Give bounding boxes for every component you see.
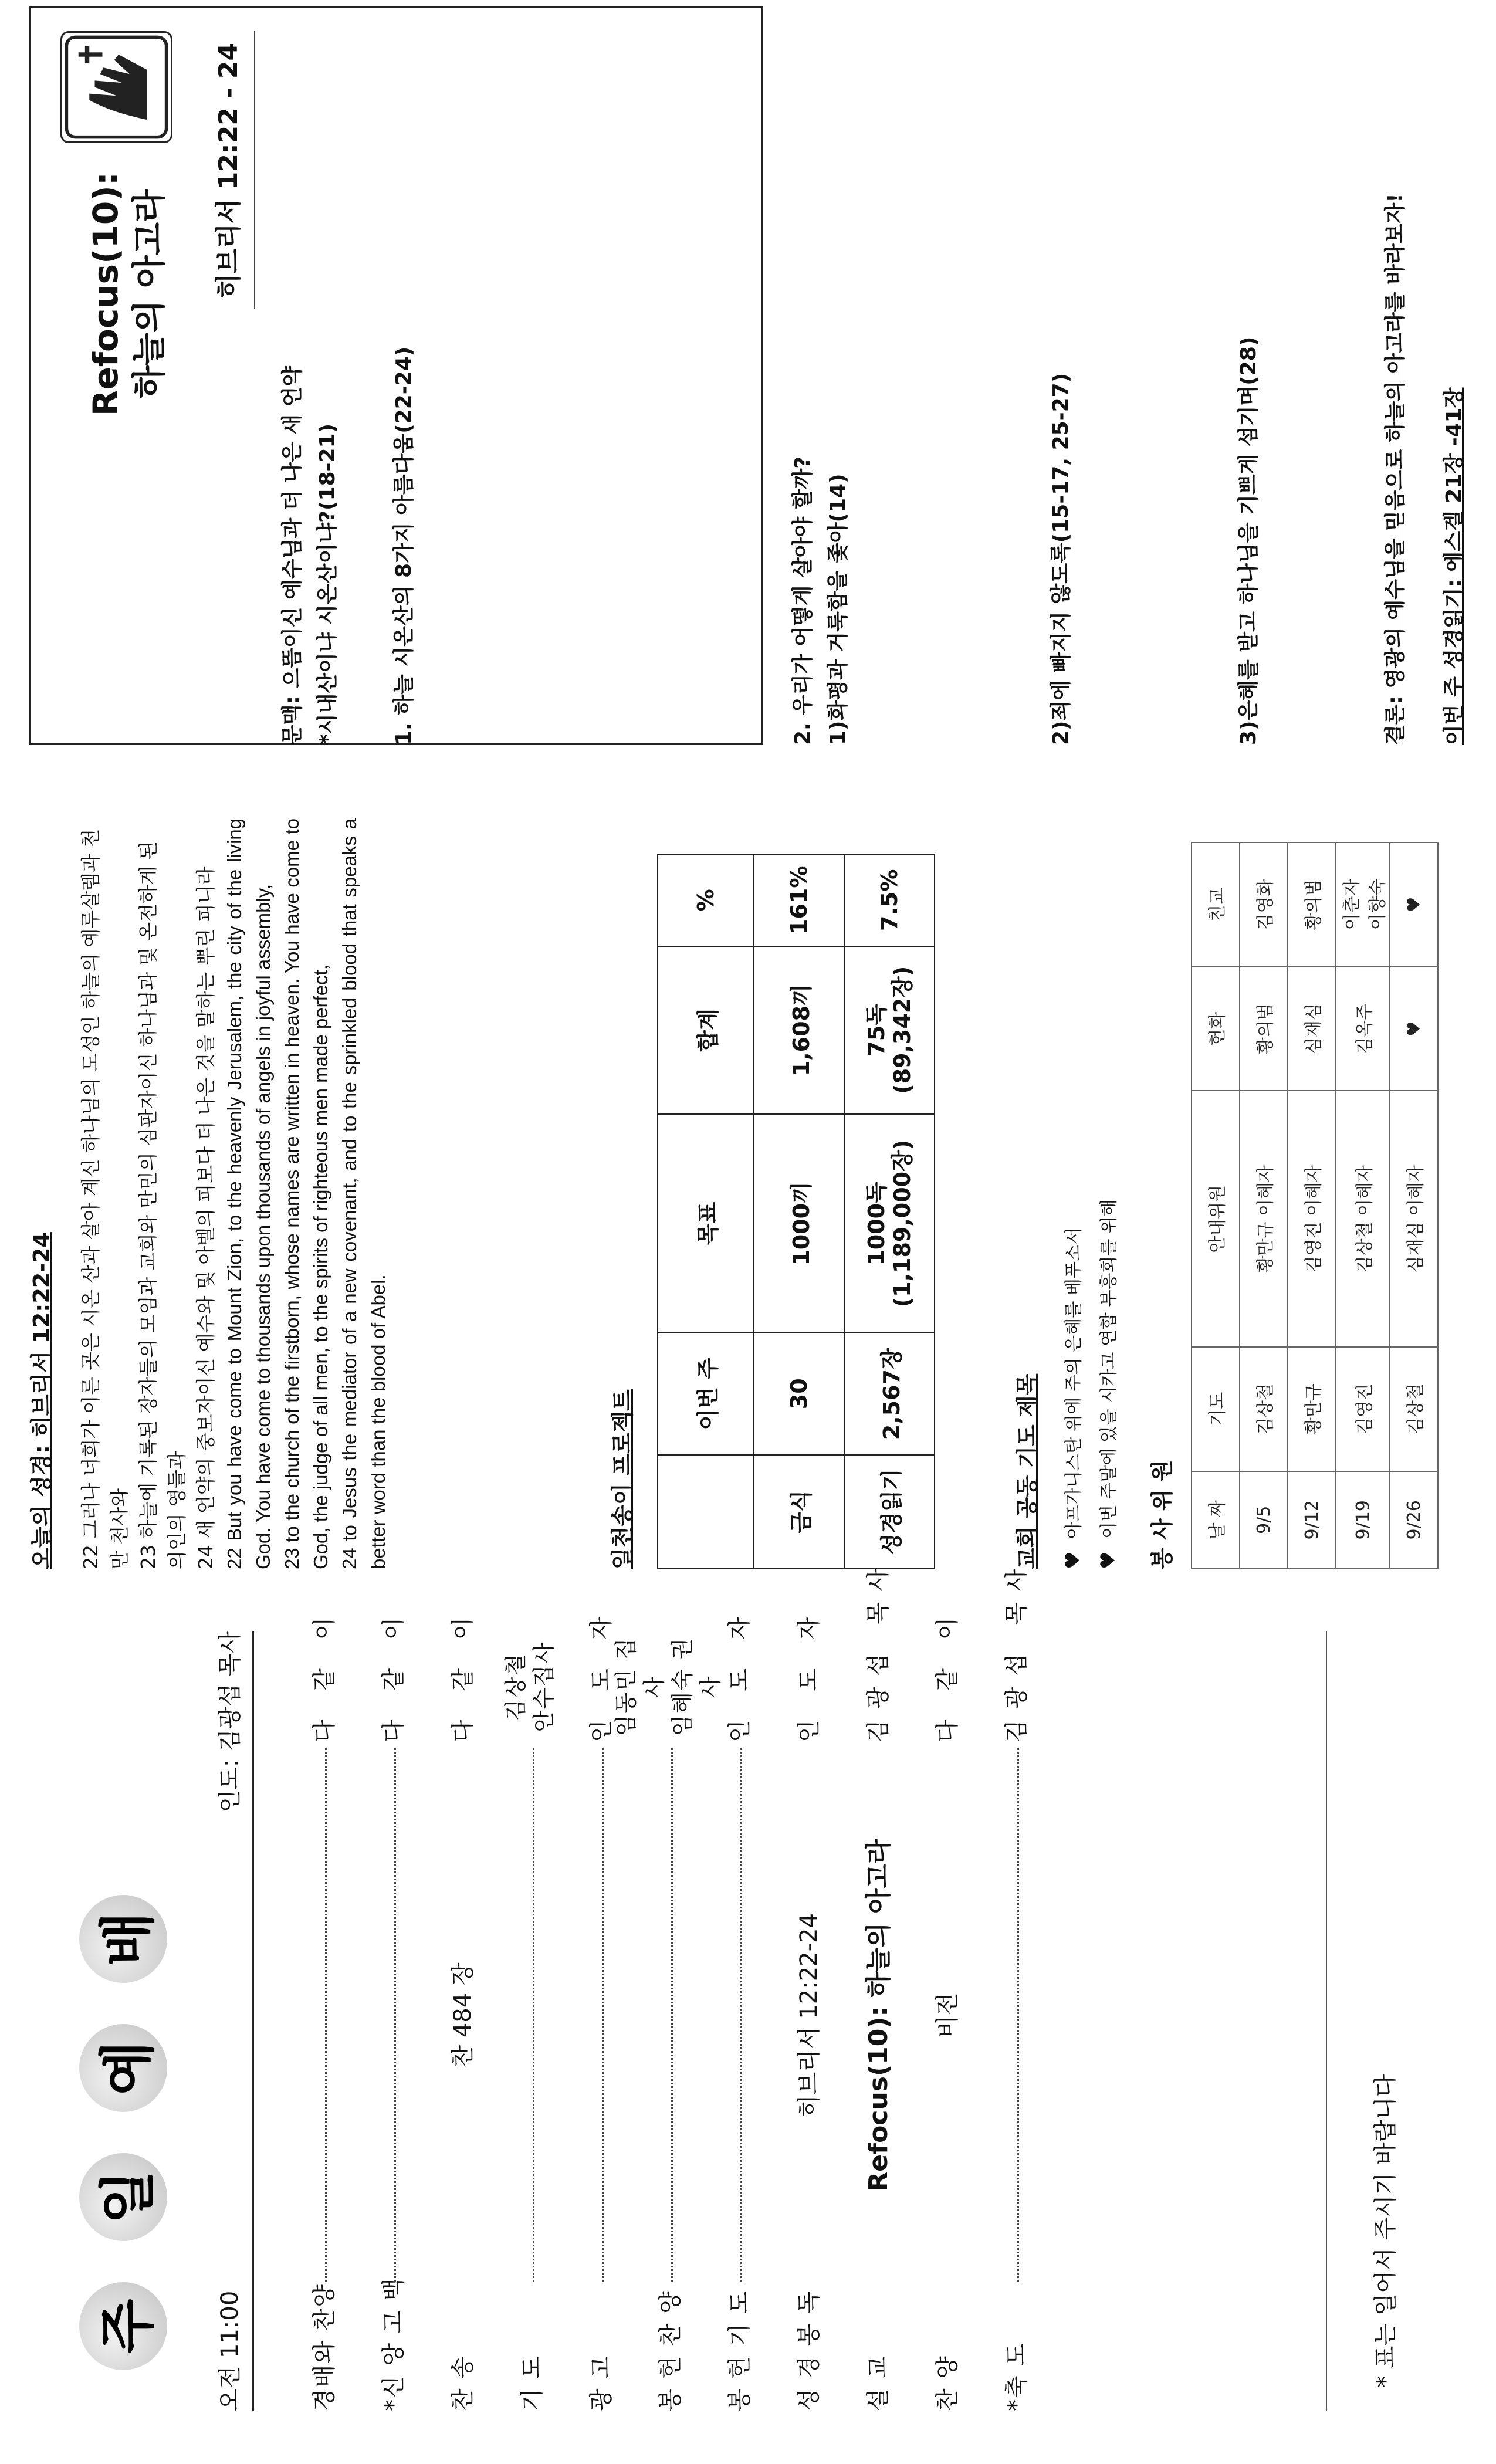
verse-en: 24 to Jesus the mediator of a new covenant, and to the sprinkled blood that speaks a better word than the blood of Abel. [339, 818, 389, 1569]
table-cell: 황의범 [1288, 842, 1336, 967]
service-title: 봉 사 위 원 [1149, 1460, 1175, 1569]
order-row [564, 1606, 634, 2411]
table-header: 이번 주 [658, 1333, 754, 1454]
note-line: *시내산이냐 시온산이냐?(18-21) [316, 423, 340, 745]
dotted-leader [740, 1748, 742, 2282]
order-person: 김광섭 목사 [864, 1558, 892, 1742]
order-person: 인 도 자 [726, 1606, 753, 1742]
note-line: 1)화평과 거룩함을 좇아(14) [826, 473, 850, 745]
project-title: 일천송이 프로젝트 [610, 1389, 635, 1569]
standing-note: * 표는 일어서 주시기 바랍니다 [1372, 2074, 1399, 2388]
order-row [911, 1606, 980, 2411]
dotted-leader [533, 1748, 534, 2282]
service-leader: 인도: 김광섭 목사 [216, 1631, 243, 1813]
order-of-worship [287, 1558, 1049, 2411]
note-line: 2)죄에 빠지지 않도록(15-17, 25-27) [1049, 373, 1073, 745]
order-row [772, 1606, 841, 2411]
verse-ko: 22 그러나 너희가 이른 곳은 시온 산과 살아 계신 하나님의 도성인 하늘의 예루살렘과 천만 천사와 [79, 828, 131, 1569]
sermon-title-line: 하늘의 아고라 [129, 189, 169, 399]
table-header: 합계 [658, 946, 754, 1114]
project-table [657, 854, 935, 1569]
dotted-leader [325, 1748, 327, 2282]
table-cell: 9/26 [1390, 1471, 1438, 1569]
prayer-item-text: 아프가니스탄 위에 주의 은혜를 베푸소서 [1064, 1227, 1084, 1539]
sermon-reference: 히브리서 12:22 - 24 [214, 43, 243, 299]
table-cell: 성경읽기 [844, 1455, 935, 1569]
order-row [613, 1631, 723, 2411]
table-cell: 김영화 [1240, 842, 1288, 967]
title-char: 일 [79, 2153, 167, 2241]
table-header: % [658, 854, 754, 946]
table-row [1240, 842, 1288, 1569]
table-cell: 심재심 [1288, 967, 1336, 1091]
divider [1326, 1631, 1327, 2411]
verse-en: 23 to the church of the firstborn, whose names are written in heaven. You have come to God, the judge of all men, to the spirits of righteous men made perfect, [281, 818, 331, 1569]
sermon-notes-column [0, 6, 1496, 745]
prayer-item-text: 이번 주말에 있을 시카고 연합 부흥회를 위해 [1099, 1199, 1119, 1539]
divider [252, 1631, 254, 2411]
order-person: 다 같 이 [449, 1606, 476, 1742]
table-cell: 75독 (89,342장) [844, 946, 935, 1114]
order-row [287, 1606, 357, 2411]
note-context: 문맥: 으뜸이신 예수님과 더 나은 새 언약 [280, 365, 304, 745]
table-header: 목표 [658, 1114, 754, 1333]
table-row [754, 854, 844, 1569]
table-cell: ♥ [1390, 967, 1438, 1091]
order-label: 설 교 [864, 2355, 892, 2411]
table-header-row [658, 854, 754, 1569]
order-item: 히브리서 12:22-24 [795, 1913, 823, 2117]
table-cell: 김상철 [1390, 1347, 1438, 1471]
order-label: 봉 헌 기 도 [726, 2290, 753, 2411]
table-cell: 9/19 [1336, 1471, 1390, 1569]
order-label: 광 고 [587, 2355, 615, 2411]
worship-order-column [0, 1558, 1496, 2423]
order-row [357, 1606, 426, 2411]
table-cell: 김상철 [1240, 1347, 1288, 1471]
table-cell: 황만규 이혜자 [1240, 1091, 1288, 1347]
sermon-title-line: Refocus(10): [86, 172, 126, 417]
table-cell: 김영진 [1336, 1347, 1390, 1471]
scripture-title: 오늘의 성경: 히브리서 12:22-24 [29, 1232, 55, 1569]
table-cell: 30 [754, 1333, 844, 1454]
title-char: 배 [79, 1895, 167, 1983]
table-header: 친교 [1192, 842, 1240, 967]
order-person: 인 도 자 [795, 1606, 823, 1742]
note-conclusion: 결론: 영광의 예수님을 믿음으로 하늘의 아고라를 바라보자! [1383, 193, 1407, 745]
dotted-leader [394, 1748, 396, 2282]
verse-ko: 23 하늘에 기록된 장자들의 모임과 교회와 만민의 심판자이신 하나님과 및 온전하게 된 의인의 영들과 [137, 841, 188, 1569]
note-point-1: 1. 하늘 시온산의 8가지 아름다움(22-24) [392, 346, 416, 745]
table-cell: 161% [754, 854, 844, 946]
order-label: 기 도 [518, 2355, 546, 2411]
table-cell: 7.5% [844, 854, 935, 946]
order-label: 찬 양 [933, 2355, 961, 2411]
praying-hands-logo-icon [60, 31, 172, 143]
heart-icon: ♥ [1061, 1551, 1085, 1569]
divider [254, 31, 255, 309]
service-table [1191, 842, 1439, 1569]
table-header-row [1192, 842, 1240, 1569]
table-cell: 김옥주 [1336, 967, 1390, 1091]
table-header: 기도 [1192, 1347, 1240, 1471]
title-char: 예 [79, 2024, 167, 2112]
order-row [495, 1631, 564, 2411]
table-row [844, 854, 935, 1569]
table-cell: 9/5 [1240, 1471, 1288, 1569]
note-line: 3)은혜를 받고 하나님을 기쁘게 섬기며(28) [1237, 336, 1261, 745]
dotted-leader [1017, 1748, 1019, 2282]
order-label: 봉 헌 찬 양 [656, 2290, 684, 2411]
order-person: 임동민 집사 임혜숙 권사 [613, 1637, 723, 1737]
order-row [980, 1558, 1049, 2411]
table-cell: 1000끼 [754, 1114, 844, 1333]
order-label: 경배와 찬양 [310, 2283, 338, 2411]
table-header: 날 짜 [1192, 1471, 1240, 1569]
order-label: *축 도 [1003, 2342, 1030, 2411]
list-item [1056, 1199, 1091, 1569]
order-row [841, 1558, 911, 2411]
prayer-title: 교회 공동 기도 제목 [1014, 1373, 1040, 1569]
order-item: 비전 [933, 1992, 961, 2038]
verse-ko: 24 새 언약의 중보자이신 예수와 및 아벨의 피보다 더 나은 것을 말하는 뿌린 피니라 [194, 866, 217, 1569]
table-cell: ♥ [1390, 842, 1438, 967]
order-person: 다 같 이 [380, 1606, 407, 1742]
order-person: 인 도 자 [587, 1606, 615, 1742]
table-header [658, 1455, 754, 1569]
table-cell: 2,567장 [844, 1333, 935, 1454]
order-person: 김상철 안수집사 [503, 1641, 557, 1732]
table-header: 헌화 [1192, 967, 1240, 1091]
title-char: 주 [79, 2282, 167, 2370]
order-label: 성 경 봉 독 [795, 2290, 823, 2411]
order-person: 김광섭 목사 [1003, 1558, 1030, 1742]
order-item: Refocus(10): 하늘의 아고라 [864, 1839, 893, 2192]
worship-title [79, 1895, 167, 2370]
dotted-leader [671, 1748, 673, 2282]
verse-en: 22 But you have come to Mount Zion, to the heavenly Jerusalem, the city of the living God. You have come to thousands upon thousands of angels in joyful assembly, [224, 818, 274, 1569]
table-cell: 김영진 이혜자 [1288, 1091, 1336, 1347]
table-row [1288, 842, 1336, 1569]
table-row [1390, 842, 1438, 1569]
prayer-list [1056, 1199, 1126, 1569]
table-cell: 금식 [754, 1455, 844, 1569]
order-row [426, 1606, 495, 2411]
table-cell: 심재심 이혜자 [1390, 1091, 1438, 1347]
order-row [703, 1606, 772, 2411]
table-cell: 황의범 [1240, 967, 1288, 1091]
order-label: *신 앙 고 백 [380, 2277, 407, 2411]
order-label: 찬 송 [449, 2355, 476, 2411]
order-person: 다 같 이 [933, 1606, 961, 1742]
table-header: 안내위원 [1192, 1091, 1240, 1347]
table-row [1336, 842, 1390, 1569]
table-cell: 황만규 [1288, 1347, 1336, 1471]
scripture-project-column [0, 795, 1496, 1569]
order-item: 찬 484 장 [449, 1962, 476, 2068]
order-person: 다 같 이 [310, 1606, 338, 1742]
weekly-reading: 이번 주 성경읽기: 에스겔 21장 -41장 [1442, 387, 1466, 745]
table-cell: 이춘자 이향숙 [1336, 842, 1390, 967]
table-cell: 9/12 [1288, 1471, 1336, 1569]
service-time: 오전 11:00 [216, 2290, 243, 2411]
dotted-leader [602, 1748, 604, 2282]
sermon-title [84, 172, 171, 416]
table-cell: 1000독 (1,189,000장) [844, 1114, 935, 1333]
note-point-2: 2. 우리가 어떻게 살아야 할까? [791, 456, 815, 745]
scripture-text [76, 818, 392, 1569]
table-cell: 김상철 이혜자 [1336, 1091, 1390, 1347]
list-item [1091, 1199, 1126, 1569]
heart-icon: ♥ [1096, 1551, 1120, 1569]
table-cell: 1,608끼 [754, 946, 844, 1114]
